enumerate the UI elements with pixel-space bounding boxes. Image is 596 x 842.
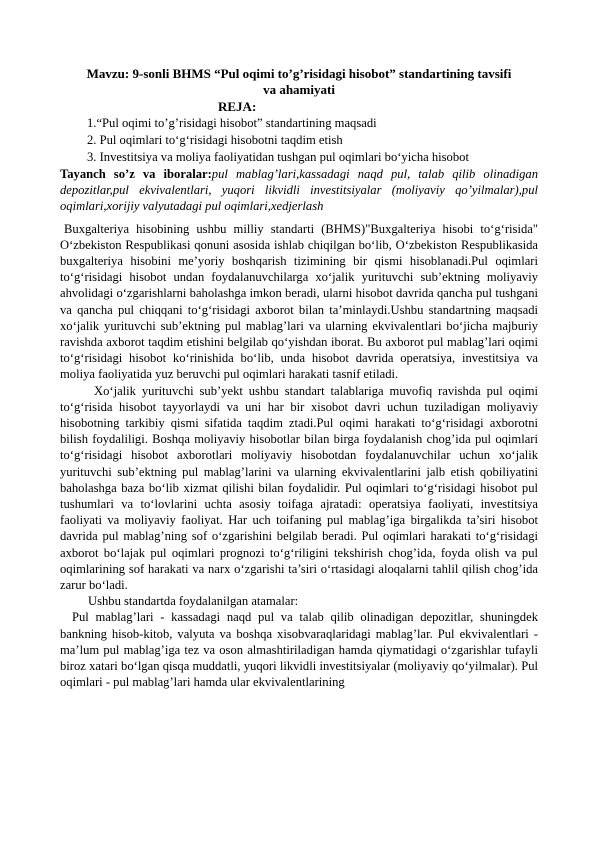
plan-item: 2. Pul oqimlari to‘g‘risidagi hisobotni taqdim etish: [87, 133, 343, 147]
document-title: Mavzu: 9-sonli BHMS “Pul oqimi to’g’risidagi hisobot” standartining tavsifi: [86, 66, 512, 81]
keywords-text: pul mablag’lari,kassadagi naqd pul, talab qilib olinadigan depozitlar,pul ekvivalentlari, yuqori likvidli investitsiyalar (moliyaviy qo’yilmalar),pul oqimlari,xorijiy valyutadagi pul oqimlari,xedjerlash: [60, 167, 538, 214]
body-paragraph: Pul mablag’lari - kassadagi naqd pul va talab qilib olinadigan depozitlar, shuningdek bankning hisob-kitob, valyuta va boshqa xisobvaraqlaridagi mablag’lar. Pul ekvivalentlari - ma’lum pul mablag’iga tez va oson almashtiriladigan hamda qiymatidagi o‘zgarishlar tufayli biroz xatari bo‘lgan qisqa muddatli, yuqori likvidli investitsiyalar (moliyaviy qo‘yilmalar). Pul oqimlari - pul mablag’lari hamda ular ekvivalentlarining: [60, 610, 538, 690]
document-page: [60, 66, 538, 691]
keywords-paragraph: [60, 166, 538, 215]
body-paragraph: Buxgalteriya hisobining ushbu milliy standarti (BHMS)"Buxgalteriya hisobi to‘g‘risida" O‘zbekiston Respublikasi qonuni asosida ishlab chiqilgan bo‘lib, O‘zbekiston Respublikasida buxgalteriya hisobini me’yoriy boshqarish tizimining bir qismi hisoblanadi.Pul oqimlari to‘g‘risidagi hisobot undan foydalanuvchilarga xo‘jalik yurituvchi sub’ektning moliyaviy ahvolidagi o‘zgarishlarni baholashga imkon beradi, ularni hisobot davrida qancha pul tushgani va qancha pul chiqqani to‘g‘risidagi axborot bilan ta’minlaydi.Ushbu standartning maqsadi xo‘jalik yurituvchi sub’ektning pul mablag’lari va ularning ekvivalentlari bo‘jicha majburiy ravishda axborot taqdim etishini belgilab qo‘yishdan iborat. Bu axborot pul mablag’lari oqimi to‘g‘risidagi hisobot ko‘rinishida bo‘lib, unda hisobot davrida operatsiya, investitsiya va moliya faoliyatida yuz beruvchi pul oqimlari harakati tasnif etiladi.: [60, 221, 538, 382]
body-paragraph: Xo‘jalik yurituvchi sub’yekt ushbu standart talablariga muvofiq ravishda pul oqimi to‘g‘risida hisobot tayyorlaydi va uni har bir xisobot davri uchun tuziladigan moliyaviy hisobotning tarkibiy qismi sifatida taqdim ztadi.Pul oqimi harakati to‘g‘risidagi axborotni bilish foydaliligi. Boshqa moliyaviy hisobotlar bilan birga foydalanish chog’ida pul oqimlari to‘g‘risidagi hisobot axborotlari moliyaviy hisobotdan foydalanuvchilar uchun xo‘jalik yurituvchi sub’ektning pul mablag’larini va ularning ekvivalentlarini jalb etish qobiliyatini baholashga baza bo‘lib xizmat qilishi bilan foydalidir. Pul oqimlari to‘g‘risidagi hisobot pul tushumlari va to‘lovlarini uchta asosiy toifaga ajratadi: operatsiya faoliyati, investitsiya faoliyati va moliyaviy faoliyat. Har uch toifaning pul mablag’iga birgalikda ta’siri hisobot davrida pul mablag’ning sof o‘zgarishini belgilab beradi. Pul oqimlari harakati to‘g‘risidagi axborot bo‘lajak pul oqimlari prognozi to‘g‘riligini tekshirish chog’ida, foyda olish va pul oqimlarining sof harakati va narx o‘zgarishi ta’siri o‘rtasidagi aloqalarni tahlil qilish chog’ida zarur bo‘ladi.: [60, 383, 538, 593]
plan-item: 3. Investitsiya va moliya faoliyatidan tushgan pul oqimlari bo‘yicha hisobot: [87, 150, 469, 164]
plan-item: 1.“Pul oqimi to’g’risidagi hisobot” standartining maqsadi: [87, 116, 377, 130]
terms-heading: Ushbu standartda foydalanilgan atamalar:: [88, 594, 299, 609]
plan-heading: REJA:: [218, 99, 257, 114]
keywords-label: Tayanch so’z va iboralar:: [60, 167, 212, 181]
document-title-continued: va ahamiyati: [263, 82, 335, 97]
plan-list: [60, 115, 538, 166]
